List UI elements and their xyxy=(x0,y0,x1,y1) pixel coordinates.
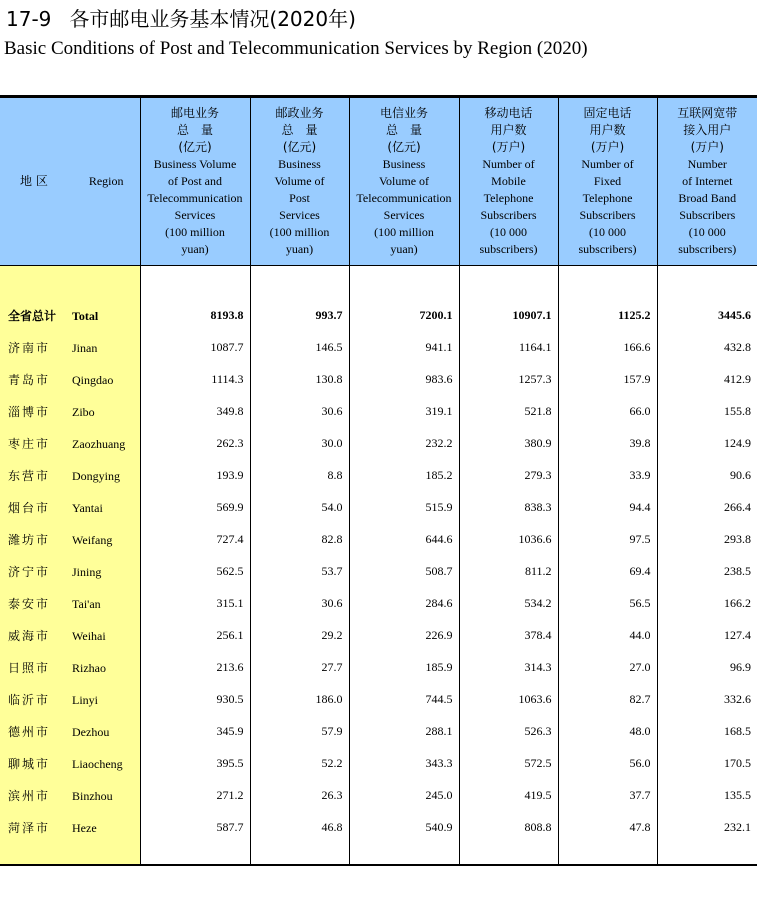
column-header-cn-line: 接入用户 xyxy=(683,123,732,137)
region-name-cn: 日照市 xyxy=(8,660,51,675)
value-cell: 52.2 xyxy=(250,747,349,779)
region-cell xyxy=(0,459,140,491)
table-body xyxy=(0,266,757,867)
table-row xyxy=(0,779,757,811)
value-cell: 279.3 xyxy=(459,459,558,491)
column-header-en-line: yuan) xyxy=(285,242,314,256)
value-cell: 232.2 xyxy=(349,427,459,459)
total-value: 993.7 xyxy=(250,299,349,331)
statistics-table-container xyxy=(0,95,757,866)
region-cell xyxy=(0,715,140,747)
value-cell: 146.5 xyxy=(250,331,349,363)
column-header-en-line: Number of xyxy=(482,157,535,171)
value-cell: 727.4 xyxy=(140,523,250,555)
value-cell: 569.9 xyxy=(140,491,250,523)
value-cell: 130.8 xyxy=(250,363,349,395)
value-cell: 1257.3 xyxy=(459,363,558,395)
column-header-en-line: Business Volume xyxy=(153,157,237,171)
value-cell: 39.8 xyxy=(558,427,657,459)
region-name-en: Zaozhuang xyxy=(72,436,126,451)
region-cell xyxy=(0,683,140,715)
region-name-en: Linyi xyxy=(72,692,98,707)
value-cell: 293.8 xyxy=(657,523,757,555)
value-cell: 245.0 xyxy=(349,779,459,811)
value-cell: 284.6 xyxy=(349,587,459,619)
region-name-en: Jining xyxy=(72,564,102,579)
table-row xyxy=(0,491,757,523)
table-row xyxy=(0,427,757,459)
column-header-fixed-subscribers xyxy=(558,98,657,266)
column-header-cn-line: (万户) xyxy=(690,140,724,154)
column-header-cn-line: 用户数 xyxy=(589,123,626,137)
value-cell: 54.0 xyxy=(250,491,349,523)
region-name-en: Zibo xyxy=(72,404,95,419)
table-row xyxy=(0,363,757,395)
region-cell xyxy=(0,491,140,523)
value-cell: 193.9 xyxy=(140,459,250,491)
value-cell: 540.9 xyxy=(349,811,459,843)
region-name-cn: 菏泽市 xyxy=(8,820,51,835)
value-cell: 186.0 xyxy=(250,683,349,715)
value-cell: 226.9 xyxy=(349,619,459,651)
value-cell: 33.9 xyxy=(558,459,657,491)
region-cell xyxy=(0,587,140,619)
value-cell: 135.5 xyxy=(657,779,757,811)
column-header-cn-line: 移动电话 xyxy=(484,106,533,120)
column-header-en-line: Broad Band xyxy=(678,191,737,205)
value-cell: 90.6 xyxy=(657,459,757,491)
column-header-en-line: Post xyxy=(289,191,310,205)
column-header-en-line: (10 000 xyxy=(688,225,726,239)
column-header-cn-line: (亿元) xyxy=(178,140,212,154)
region-name-en: Rizhao xyxy=(72,660,106,675)
region-name-cn: 威海市 xyxy=(8,628,51,643)
value-cell: 332.6 xyxy=(657,683,757,715)
value-cell: 44.0 xyxy=(558,619,657,651)
region-name-cn: 滨州市 xyxy=(8,788,51,803)
value-cell: 395.5 xyxy=(140,747,250,779)
column-header-cn-line: (亿元) xyxy=(387,140,421,154)
region-cell xyxy=(0,811,140,843)
value-cell: 644.6 xyxy=(349,523,459,555)
value-cell: 170.5 xyxy=(657,747,757,779)
value-cell: 1036.6 xyxy=(459,523,558,555)
column-header-en-line: Volume of xyxy=(274,174,325,188)
region-cell xyxy=(0,363,140,395)
value-cell: 744.5 xyxy=(349,683,459,715)
total-region-cell xyxy=(0,299,140,331)
column-header-en-line: Telephone xyxy=(582,191,633,205)
region-header xyxy=(0,98,140,266)
value-cell: 930.5 xyxy=(140,683,250,715)
total-row xyxy=(0,299,757,331)
page-title-cn xyxy=(6,4,356,34)
page-title-en: Basic Conditions of Post and Telecommunication Services by Region (2020) xyxy=(4,38,588,59)
value-cell: 26.3 xyxy=(250,779,349,811)
region-cell xyxy=(0,523,140,555)
region-name-cn: 德州市 xyxy=(8,724,51,739)
column-header-en-line: (100 million xyxy=(374,225,434,239)
table-row xyxy=(0,747,757,779)
value-cell: 315.1 xyxy=(140,587,250,619)
column-header-en-line: Telecommunication xyxy=(356,191,452,205)
value-cell: 412.9 xyxy=(657,363,757,395)
value-cell: 266.4 xyxy=(657,491,757,523)
value-cell: 349.8 xyxy=(140,395,250,427)
value-cell: 256.1 xyxy=(140,619,250,651)
value-cell: 508.7 xyxy=(349,555,459,587)
column-header-en-line: Mobile xyxy=(491,174,526,188)
column-header-en-line: subscribers) xyxy=(479,242,538,256)
value-cell: 521.8 xyxy=(459,395,558,427)
value-cell: 29.2 xyxy=(250,619,349,651)
column-header-cn-line: 邮电业务 xyxy=(170,106,219,120)
total-label-en: Total xyxy=(72,308,99,323)
value-cell: 155.8 xyxy=(657,395,757,427)
region-cell xyxy=(0,747,140,779)
value-cell: 515.9 xyxy=(349,491,459,523)
region-name-en: Weihai xyxy=(72,628,106,643)
value-cell: 30.6 xyxy=(250,587,349,619)
total-value: 7200.1 xyxy=(349,299,459,331)
value-cell: 48.0 xyxy=(558,715,657,747)
region-name-en: Dongying xyxy=(72,468,120,483)
region-name-en: Qingdao xyxy=(72,372,114,387)
column-header-en-line: Telephone xyxy=(483,191,534,205)
value-cell: 57.9 xyxy=(250,715,349,747)
column-header-cn-line: (亿元) xyxy=(282,140,317,154)
column-header-en-line: of Post and xyxy=(168,174,222,188)
column-header-cn-line: 总 量 xyxy=(385,123,422,137)
column-header-cn-line: 邮政业务 xyxy=(275,106,324,120)
column-header-en-line: subscribers) xyxy=(578,242,637,256)
title-cn-text: 各市邮电业务基本情况(2020年) xyxy=(69,7,356,31)
value-cell: 534.2 xyxy=(459,587,558,619)
value-cell: 526.3 xyxy=(459,715,558,747)
value-cell: 1114.3 xyxy=(140,363,250,395)
value-cell: 238.5 xyxy=(657,555,757,587)
region-cell xyxy=(0,331,140,363)
value-cell: 96.9 xyxy=(657,651,757,683)
region-cell xyxy=(0,427,140,459)
region-name-en: Weifang xyxy=(72,532,113,547)
value-cell: 587.7 xyxy=(140,811,250,843)
value-cell: 808.8 xyxy=(459,811,558,843)
region-name-cn: 淄博市 xyxy=(8,404,51,419)
column-header-broadband-subscribers xyxy=(657,98,757,266)
value-cell: 8.8 xyxy=(250,459,349,491)
column-header-cn-line: (万户) xyxy=(590,140,625,154)
column-header-en-line: Business xyxy=(278,157,321,171)
value-cell: 166.2 xyxy=(657,587,757,619)
column-header-en-line: Subscribers xyxy=(579,208,636,222)
column-header-mobile-subscribers xyxy=(459,98,558,266)
value-cell: 27.7 xyxy=(250,651,349,683)
total-value: 8193.8 xyxy=(140,299,250,331)
column-header-en-line: (10 000 xyxy=(589,225,626,239)
table-row xyxy=(0,619,757,651)
value-cell: 37.7 xyxy=(558,779,657,811)
table-row xyxy=(0,811,757,843)
value-cell: 983.6 xyxy=(349,363,459,395)
region-name-en: Liaocheng xyxy=(72,756,123,771)
value-cell: 314.3 xyxy=(459,651,558,683)
column-header-en-line: subscribers) xyxy=(678,242,737,256)
region-name-cn: 泰安市 xyxy=(8,596,51,611)
value-cell: 432.8 xyxy=(657,331,757,363)
region-name-en: Dezhou xyxy=(72,724,110,739)
column-header-en-line: (100 million xyxy=(165,225,225,239)
column-header-en-line: Telecommunication xyxy=(147,191,243,205)
column-header-cn-line: 总 量 xyxy=(281,123,318,137)
column-header-en-line: of Internet xyxy=(682,174,733,188)
region-cell xyxy=(0,779,140,811)
header-row xyxy=(0,98,757,266)
column-header-en-line: Subscribers xyxy=(480,208,537,222)
column-header-en-line: Business xyxy=(382,157,426,171)
table-number: 17-9 xyxy=(6,7,52,31)
value-cell: 1063.6 xyxy=(459,683,558,715)
table-row xyxy=(0,683,757,715)
total-label-cn: 全省总计 xyxy=(8,308,57,323)
region-name-cn: 青岛市 xyxy=(8,372,51,387)
table-row xyxy=(0,651,757,683)
value-cell: 378.4 xyxy=(459,619,558,651)
statistics-table xyxy=(0,98,757,866)
column-header-en-line: Services xyxy=(174,208,216,222)
column-header-cn-line: 电信业务 xyxy=(379,106,428,120)
table-row xyxy=(0,459,757,491)
value-cell: 1087.7 xyxy=(140,331,250,363)
value-cell: 811.2 xyxy=(459,555,558,587)
region-cell xyxy=(0,651,140,683)
column-header-telecom-volume xyxy=(349,98,459,266)
value-cell: 127.4 xyxy=(657,619,757,651)
region-cell xyxy=(0,619,140,651)
value-cell: 271.2 xyxy=(140,779,250,811)
value-cell: 419.5 xyxy=(459,779,558,811)
table-row xyxy=(0,395,757,427)
column-header-en-line: yuan) xyxy=(181,242,209,256)
table-row xyxy=(0,523,757,555)
region-name-en: Binzhou xyxy=(72,788,113,803)
value-cell: 343.3 xyxy=(349,747,459,779)
region-name-cn: 临沂市 xyxy=(8,692,51,707)
column-header-postal-volume xyxy=(250,98,349,266)
region-header-en: Region xyxy=(88,174,124,188)
region-name-cn: 聊城市 xyxy=(8,756,51,771)
region-name-en: Tai'an xyxy=(72,596,101,611)
region-cell xyxy=(0,555,140,587)
value-cell: 69.4 xyxy=(558,555,657,587)
column-header-en-line: Subscribers xyxy=(679,208,736,222)
value-cell: 1164.1 xyxy=(459,331,558,363)
region-name-en: Heze xyxy=(72,820,97,835)
value-cell: 380.9 xyxy=(459,427,558,459)
value-cell: 47.8 xyxy=(558,811,657,843)
column-header-cn-line: (万户) xyxy=(491,140,526,154)
region-name-en: Jinan xyxy=(72,340,98,355)
spacer-row xyxy=(0,266,757,300)
table-row xyxy=(0,587,757,619)
value-cell: 124.9 xyxy=(657,427,757,459)
column-header-en-line: Volume of xyxy=(378,174,430,188)
filler-row xyxy=(0,843,757,866)
total-value: 1125.2 xyxy=(558,299,657,331)
column-header-cn-line: 互联网宽带 xyxy=(677,106,738,120)
region-name-cn: 济南市 xyxy=(8,340,51,355)
region-name-cn: 枣庄市 xyxy=(8,436,51,451)
value-cell: 82.8 xyxy=(250,523,349,555)
value-cell: 82.7 xyxy=(558,683,657,715)
value-cell: 97.5 xyxy=(558,523,657,555)
value-cell: 213.6 xyxy=(140,651,250,683)
value-cell: 56.0 xyxy=(558,747,657,779)
region-name-cn: 东营市 xyxy=(8,468,51,483)
value-cell: 30.0 xyxy=(250,427,349,459)
table-row xyxy=(0,331,757,363)
column-header-en-line: yuan) xyxy=(390,242,418,256)
value-cell: 572.5 xyxy=(459,747,558,779)
value-cell: 185.9 xyxy=(349,651,459,683)
column-header-en-line: Fixed xyxy=(593,174,622,188)
value-cell: 157.9 xyxy=(558,363,657,395)
value-cell: 838.3 xyxy=(459,491,558,523)
total-value: 3445.6 xyxy=(657,299,757,331)
region-cell xyxy=(0,395,140,427)
column-header-en-line: (10 000 xyxy=(490,225,527,239)
value-cell: 27.0 xyxy=(558,651,657,683)
column-header-en-line: Number xyxy=(687,157,727,171)
table-row xyxy=(0,555,757,587)
value-cell: 53.7 xyxy=(250,555,349,587)
region-name-en: Yantai xyxy=(72,500,103,515)
value-cell: 168.5 xyxy=(657,715,757,747)
value-cell: 94.4 xyxy=(558,491,657,523)
total-value: 10907.1 xyxy=(459,299,558,331)
column-header-cn-line: 总 量 xyxy=(176,123,213,137)
region-name-cn: 烟台市 xyxy=(8,500,51,515)
value-cell: 30.6 xyxy=(250,395,349,427)
value-cell: 232.1 xyxy=(657,811,757,843)
column-header-en-line: (100 million xyxy=(269,225,330,239)
region-name-cn: 潍坊市 xyxy=(8,532,51,547)
column-header-cn-line: 固定电话 xyxy=(583,106,632,120)
table-row xyxy=(0,715,757,747)
region-header-cn: 地 区 xyxy=(20,174,48,188)
value-cell: 562.5 xyxy=(140,555,250,587)
value-cell: 345.9 xyxy=(140,715,250,747)
column-header-en-line: Services xyxy=(279,208,320,222)
region-name-cn: 济宁市 xyxy=(8,564,51,579)
column-header-total-volume xyxy=(140,98,250,266)
value-cell: 46.8 xyxy=(250,811,349,843)
value-cell: 319.1 xyxy=(349,395,459,427)
value-cell: 262.3 xyxy=(140,427,250,459)
column-header-cn-line: 用户数 xyxy=(490,123,527,137)
value-cell: 166.6 xyxy=(558,331,657,363)
value-cell: 56.5 xyxy=(558,587,657,619)
value-cell: 941.1 xyxy=(349,331,459,363)
column-header-en-line: Number of xyxy=(581,157,634,171)
column-header-en-line: Services xyxy=(383,208,425,222)
value-cell: 185.2 xyxy=(349,459,459,491)
value-cell: 288.1 xyxy=(349,715,459,747)
value-cell: 66.0 xyxy=(558,395,657,427)
